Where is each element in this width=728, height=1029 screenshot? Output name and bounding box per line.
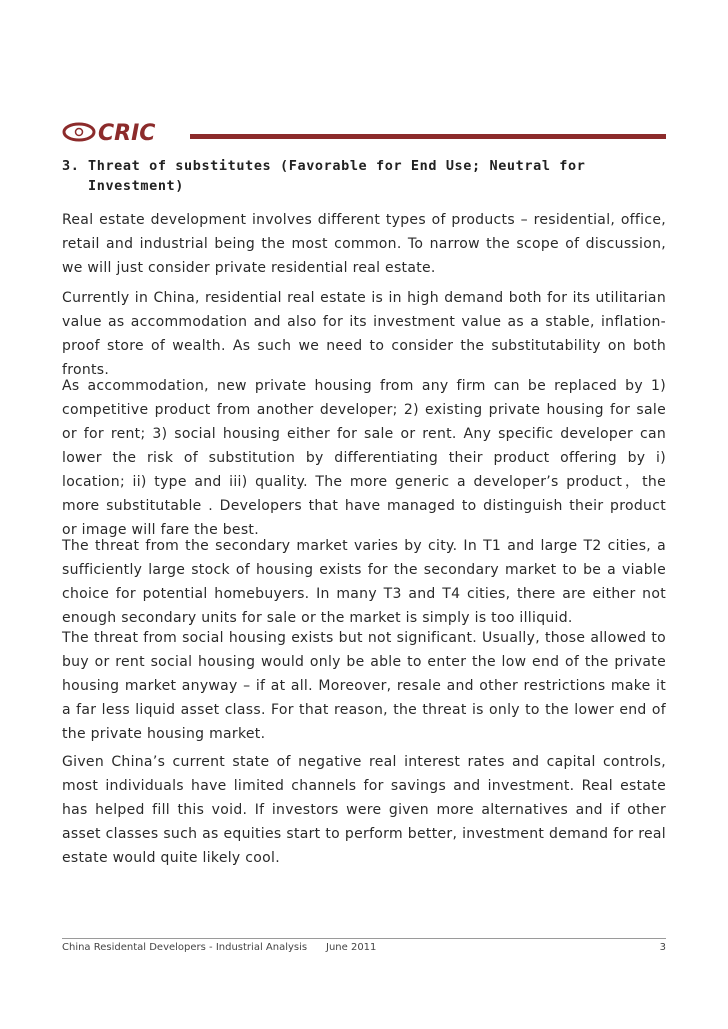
page-number: 3	[659, 942, 666, 953]
footer-rule	[62, 938, 666, 939]
header-logo	[62, 120, 666, 144]
footer-date: June 2011	[326, 942, 377, 953]
paragraph-3: As accommodation, new private housing from any firm can be replaced by 1) competitive product from another developer; 2) existing private housing for sale or for rent; 3) social housing either for sale or rent. Any specific developer can lower the risk of substitution by differentiating their product offering by i) location; ii) type and iii) quality. The more generic a developer’s product，the more substitutable . Developers that have managed to distinguish their product or image will fare the best.	[62, 378, 666, 538]
footer-title: China Residental Developers - Industrial Analysis	[62, 942, 308, 953]
cric-logo	[62, 120, 186, 144]
logo-eye-icon	[64, 124, 94, 140]
paragraph-2: Currently in China, residential real estate is in high demand both for its utilitarian value as accommodation and also for its investment value as a stable, inflation-proof store of wealth. As such we need to consider the substitutability on both fronts.	[62, 290, 666, 378]
header-rule	[190, 134, 666, 139]
section-number: 3.	[62, 158, 80, 174]
paragraph-5: The threat from social housing exists but not significant. Usually, those allowed to buy or rent social housing would only be able to enter the low end of the private housing market anyway – if at all. Moreover, resale and other restrictions make it a far less liquid asset class. For that reason, the threat is only to the lower end of the private housing market.	[62, 630, 666, 742]
section-title: Threat of substitutes (Favorable for End Use; Neutral for Investment)	[88, 158, 586, 194]
paragraph-6: Given China’s current state of negative real interest rates and capital controls, most individuals have limited channels for savings and investment. Real estate has helped fill this void. If investors were given more alternatives and if other asset classes such as equities start to perform better, investment demand for real estate would quite likely cool.	[62, 754, 666, 866]
logo-text: CRIC	[98, 121, 156, 144]
section-heading	[62, 156, 622, 196]
paragraph-1: Real estate development involves different types of products – residential, office, retail and industrial being the most common. To narrow the scope of discussion, we will just consider private residential real estate.	[62, 212, 666, 276]
paragraph-4: The threat from the secondary market varies by city. In T1 and large T2 cities, a sufficiently large stock of housing exists for the secondary market to be a viable choice for potential homebuyers. In many T3 and T4 cities, there are either not enough secondary units for sale or the market is simply is too illiquid.	[62, 538, 666, 626]
